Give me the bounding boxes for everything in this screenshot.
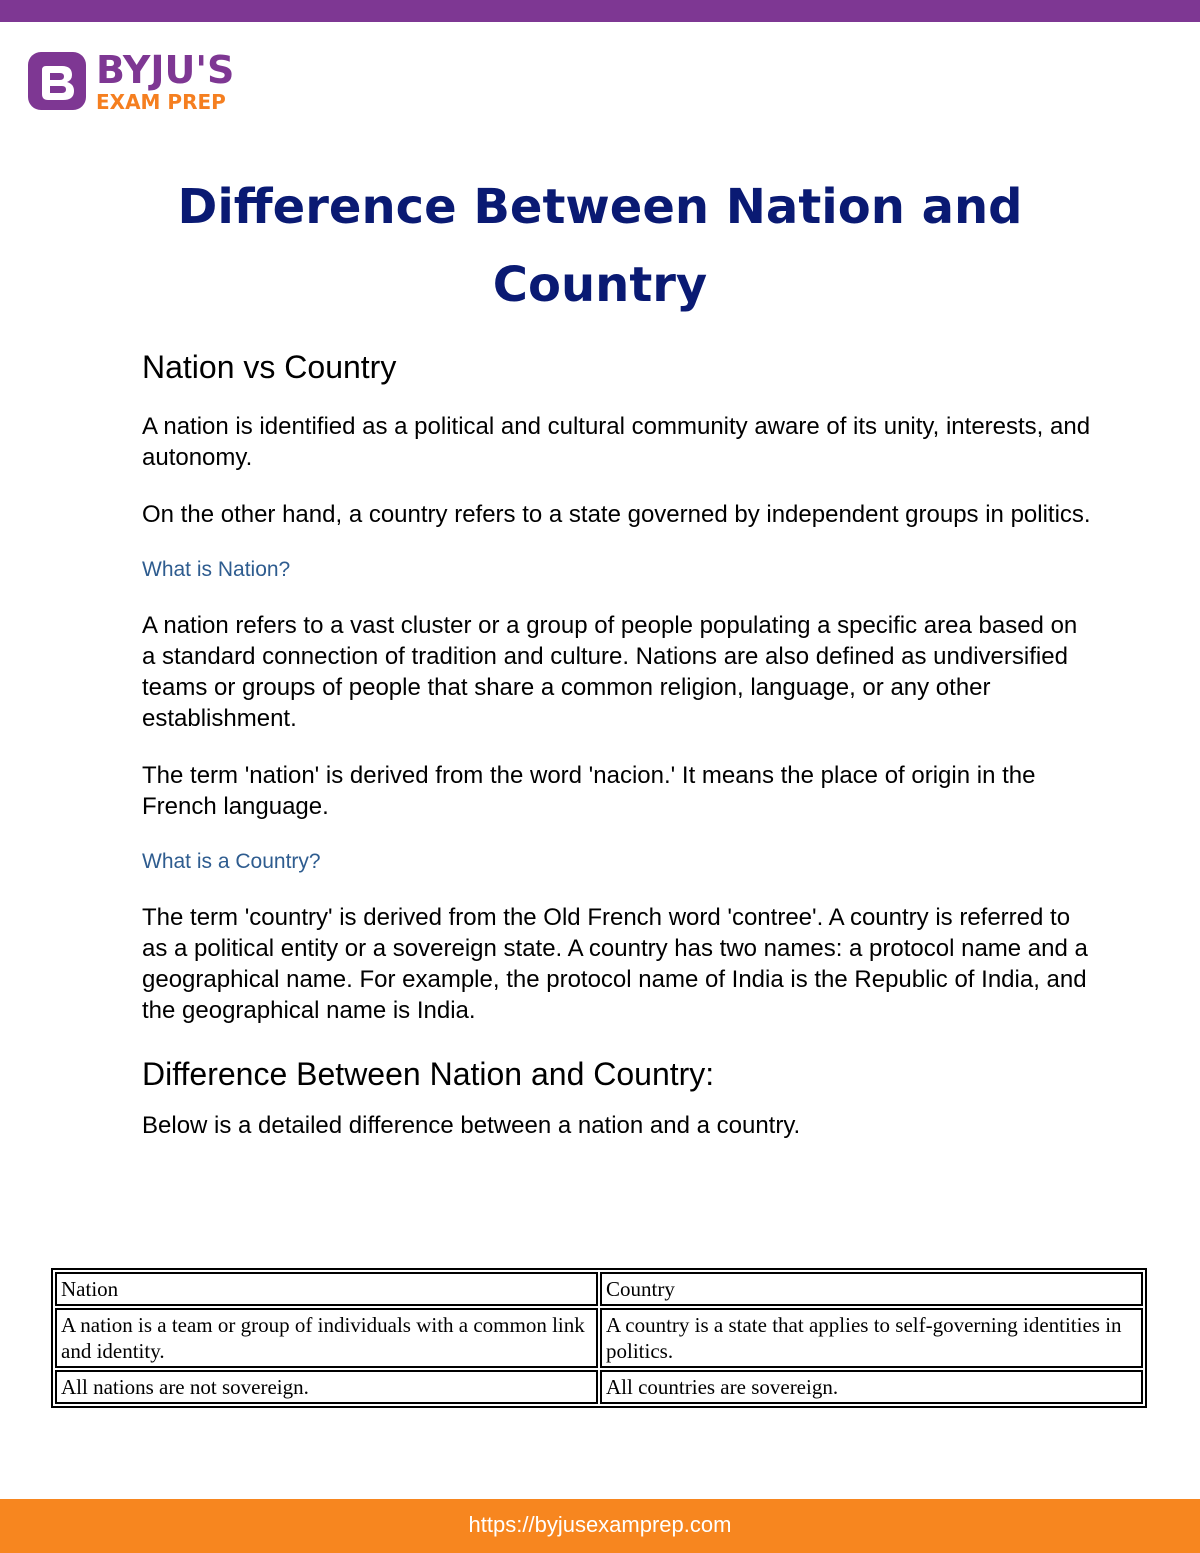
difference-heading: Difference Between Nation and Country: [142,1056,715,1092]
logo-badge-icon [28,52,86,110]
table-cell: A country is a state that applies to self-governing identities in politics. [600,1308,1143,1368]
nation-paragraph-2: The term 'nation' is derived from the word 'nacion.' It means the place of origin in the French language. [142,762,1036,820]
country-subheading: What is a Country? [142,850,321,873]
comparison-table [51,1268,1147,1408]
table-row [55,1308,1143,1368]
nation-subheading: What is Nation? [142,558,291,581]
table-row [55,1370,1143,1404]
nation-paragraph-1: A nation refers to a vast cluster or a group of people populating a specific area based on a standard connection of tradition and culture. Nations are also defined as undiversified teams or groups of people that share a common religion, language, or any other establishment. [142,612,1078,732]
difference-paragraph: Below is a detailed difference between a nation and a country. [142,1112,801,1139]
page-title: Difference Between Nation and Country [177,179,1023,313]
intro-heading: Nation vs Country [142,349,397,385]
brand-name: BYJU'S [96,48,235,92]
table-header-cell: Nation [55,1272,598,1306]
intro-paragraph-1: A nation is identified as a political and cultural community aware of its unity, interests, and autonomy. [142,413,1091,471]
table-header-cell: Country [600,1272,1143,1306]
table-cell: A nation is a team or group of individuals with a common link and identity. [55,1308,598,1368]
brand-logo[interactable] [28,50,268,114]
top-color-bar [0,0,1200,22]
footer-url-link[interactable]: https://byjusexamprep.com [468,1512,732,1537]
brand-tagline: EXAM PREP [96,90,226,114]
table-header-row [55,1272,1143,1306]
table-cell: All countries are sovereign. [600,1370,1143,1404]
article-body [142,345,1092,1167]
intro-paragraph-2: On the other hand, a country refers to a state governed by independent groups in politics. [142,501,1091,528]
country-paragraph-1: The term 'country' is derived from the Old French word 'contree'. A country is referred to as a political entity or a sovereign state. A country has two names: a protocol name and a geographical name. For example, the protocol name of India is the Republic of India, and the geographical name is India. [142,904,1088,1024]
table-cell: All nations are not sovereign. [55,1370,598,1404]
